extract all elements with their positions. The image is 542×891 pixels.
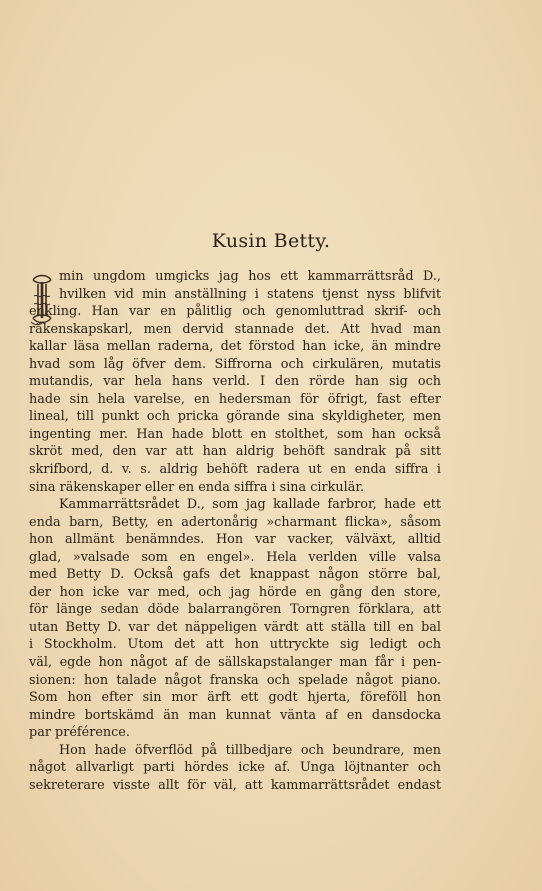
text-line: mindre bortskämd än man kunnat vänta af en dansdocka	[29, 707, 441, 723]
text-line: par préférence.	[29, 725, 130, 741]
text-line: med Betty D. Också gafs det knappast någon större bal,	[29, 567, 441, 583]
text-line: kallar läsa mellan raderna, det förstod han icke, än mindre	[29, 339, 441, 355]
text-line: räkenskapskarl, men dervid stannade det. Att hvad man	[29, 321, 441, 337]
text-line: sina räkenskaper eller en enda siffra i sina cirkulär.	[29, 479, 365, 495]
text-line: min ungdom umgicks jag hos ett kammarrättsråd D.,	[59, 269, 441, 284]
text-line: lineal, till punkt och pricka görande sina skyldigheter, men	[29, 409, 441, 425]
text-line: glad, »valsade som en engel». Hela verlden ville valsa	[29, 549, 441, 565]
text-line: skrifbord, d. v. s. aldrig behöft radera ut en enda siffra i	[29, 462, 441, 478]
text-line: enda barn, Betty, en adertonårig »charmant flicka», såsom	[29, 514, 441, 530]
text-line: hon allmänt benämndes. Hon var vacker, välväxt, alltid	[29, 532, 441, 548]
chapter-title: Kusin Betty.	[211, 230, 331, 252]
text-line: hvad som låg öfver dem. Siffrorna och cirkulären, mutatis	[29, 356, 441, 372]
text-line: der hon icke var med, och jag hörde en gång den store,	[29, 584, 441, 600]
text-line: hade sin hela varelse, en hedersman för öfrigt, fast efter	[29, 391, 441, 407]
text-line: sekreterare visste allt för väl, att kammarrättsrådet endast	[29, 777, 441, 793]
text-line: för länge sedan döde balarrangören Torngren förklara, att	[29, 602, 441, 618]
text-line: mutandis, var hela hans verld. I den rörde han sig och	[29, 374, 441, 390]
text-line: ingenting mer. Han hade blott en stolthet, som han också	[29, 426, 441, 442]
text-line: sionen: hon talade något franska och spelade något piano.	[29, 672, 441, 688]
text-line: Hon hade öfverflöd på tillbedjare och beundrare, men	[59, 742, 441, 758]
text-line: väl, egde hon något af de sällskapstalanger man får i pen-	[29, 655, 441, 671]
text-line: enkling. Han var en pålitlig och genomluttrad skrif- och	[29, 304, 441, 320]
text-line: skröt med, den var att han aldrig behöft sandrak på sitt	[29, 444, 441, 460]
text-line: Som hon efter sin mor ärft ett godt hjerta, föreföll hon	[29, 690, 441, 706]
text-line: utan Betty D. var det näppeligen värdt att ställa till en bal	[29, 619, 441, 635]
text-line: Kammarrättsrådet D., som jag kallade farbror, hade ett	[59, 497, 441, 513]
text-line: i Stockholm. Utom det att hon uttryckte sig ledigt och	[29, 637, 441, 653]
chapter-body	[29, 268, 441, 794]
ornamental-initial-i	[29, 272, 55, 326]
text-line: något allvarligt parti hördes icke af. Unga löjtnanter och	[29, 760, 441, 776]
text-line: hvilken vid min anställning i statens tjenst nyss blifvit	[59, 286, 441, 302]
